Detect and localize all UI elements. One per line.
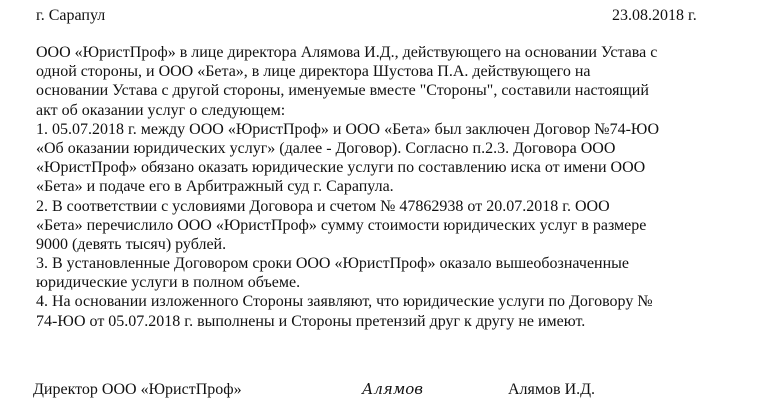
body-line: одной стороны, и ООО «Бета», в лице директора Шустова П.А. действующего на — [36, 63, 591, 81]
handwritten-signature: Алямов — [362, 380, 424, 398]
body-line: «ЮристПроф» обязано оказать юридические услуги по составлению иска от имени ООО — [36, 159, 646, 177]
signatory-title: Директор ООО «ЮристПроф» — [33, 381, 242, 398]
body-line: «Бета» и подаче его в Арбитражный суд г. Сарапула. — [36, 178, 394, 196]
body-line: 2. В соответствии с условиями Договора и счетом № 47862938 от 20.07.2018 г. ООО — [36, 197, 610, 215]
body-line: 74-ЮО от 05.07.2018 г. выполнены и Стороны претензий друг к другу не имеют. — [36, 312, 586, 330]
body-line: юридические услуги в полном объеме. — [36, 274, 301, 292]
document-city: г. Сарапул — [36, 7, 106, 24]
body-line: «Бета» перечислило ООО «ЮристПроф» сумму стоимости юридических услуг в размере — [36, 216, 647, 234]
document-date: 23.08.2018 г. — [612, 7, 697, 24]
body-line: 1. 05.07.2018 г. между ООО «ЮристПроф» и ООО «Бета» был заключен Договор №74-ЮО — [36, 120, 660, 138]
signatory-name: Алямов И.Д. — [508, 381, 596, 398]
body-line: 4. На основании изложенного Стороны заявляют, что юридические услуги по Договору № — [36, 293, 653, 311]
body-line: «Об оказании юридических услуг» (далее - Договор). Согласно п.2.3. Договора ООО — [36, 139, 616, 157]
body-line: 9000 (девять тысяч) рублей. — [36, 235, 227, 253]
body-line: акт об оказании услуг о следующем: — [36, 101, 286, 119]
act-body — [36, 43, 751, 331]
body-line: основании Устава с другой стороны, именуемые вместе "Стороны", составили настоящий — [36, 82, 649, 100]
body-line: 3. В установленные Договором сроки ООО «ЮристПроф» оказало вышеобозначенные — [36, 255, 630, 273]
body-line: ООО «ЮристПроф» в лице директора Алямова И.Д., действующего на основании Устава с — [36, 44, 658, 61]
